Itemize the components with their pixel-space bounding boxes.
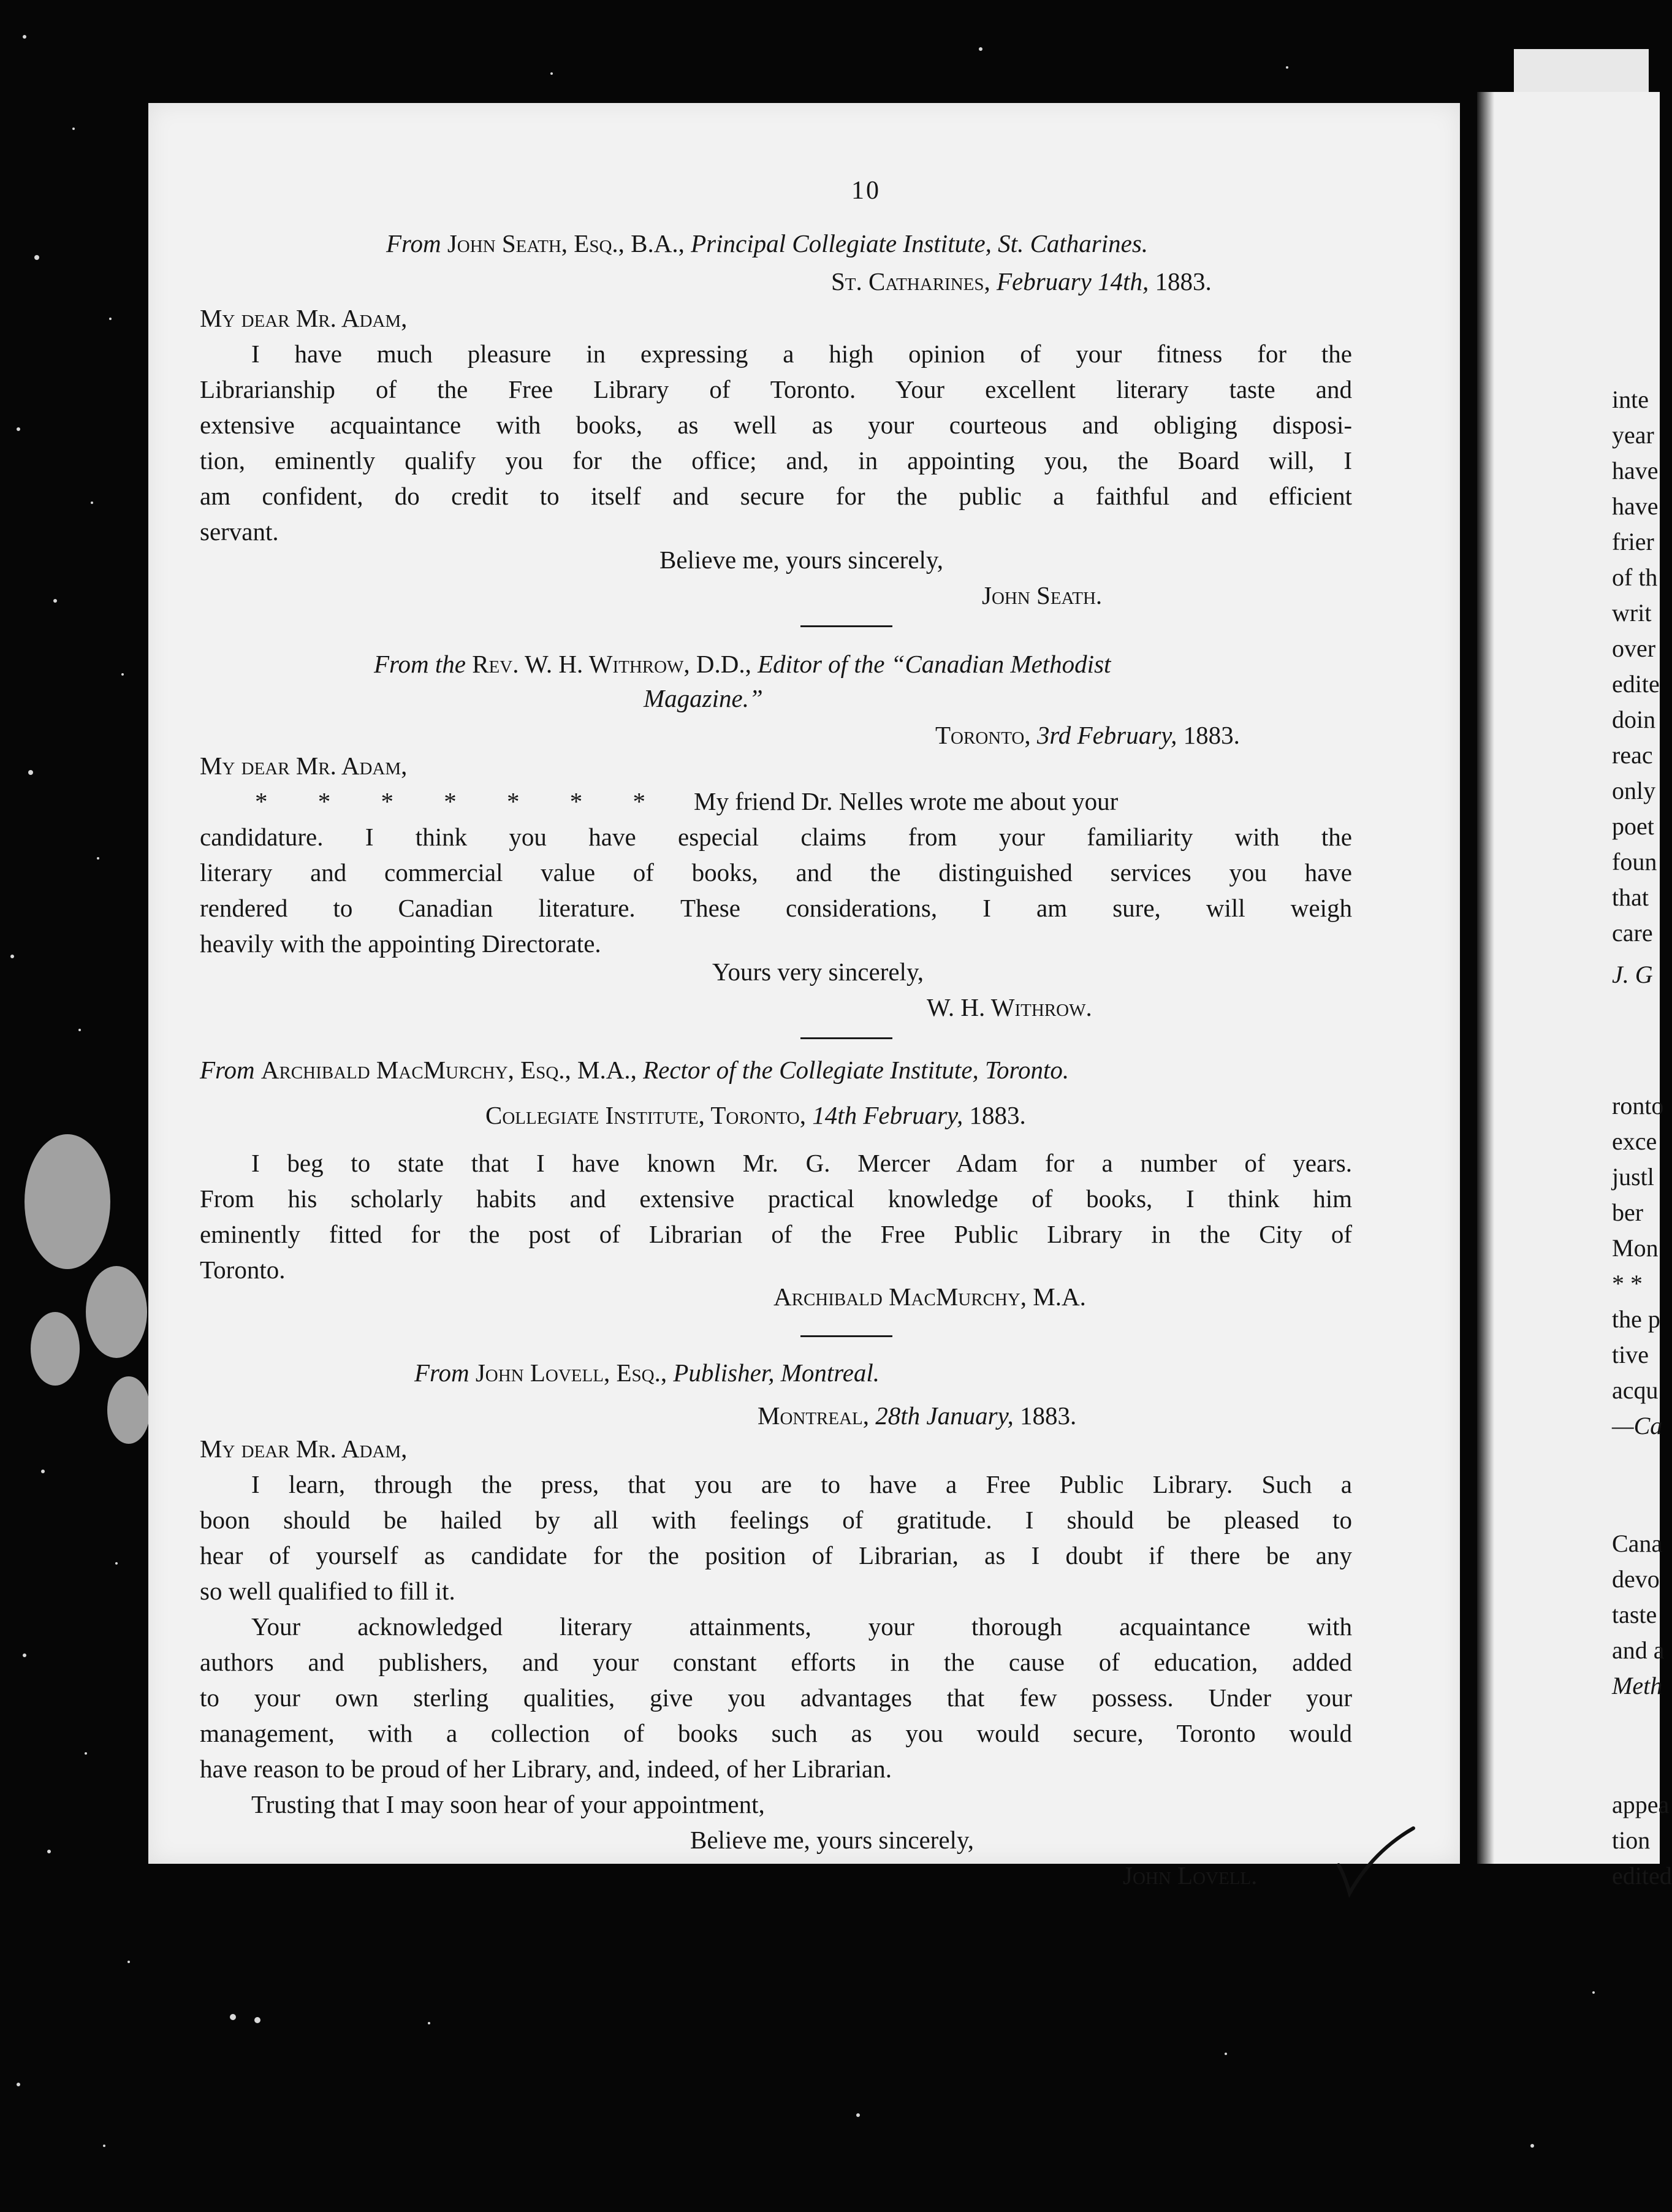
letter4-heading: From John Lovell, Esq., Publisher, Montreal. <box>414 1359 880 1387</box>
fragment: justl <box>1612 1163 1654 1191</box>
letter4-body-line: Your acknowledged literary attainments, your thorough acquaintance with <box>251 1612 1352 1641</box>
letter1-body-line: Librarianship of the Free Library of Toronto. Your excellent literary taste and <box>200 375 1352 403</box>
letter2-signature: W. H. Withrow. <box>927 993 1092 1021</box>
fragment: devo <box>1612 1565 1660 1593</box>
letter2-body-line: heavily with the appointing Directorate. <box>200 929 601 958</box>
section-rule <box>800 1335 892 1337</box>
fragment: have <box>1612 492 1659 520</box>
page-number: 10 <box>851 177 881 205</box>
fragment: tive <box>1612 1341 1649 1368</box>
section-rule <box>800 625 892 627</box>
letter3-body-line: From his scholarly habits and extensive practical knowledge of books, I think him <box>200 1184 1352 1213</box>
fragment: only <box>1612 777 1656 804</box>
letter1-body-line: am confident, do credit to itself and secure for the public a faithful and efficient <box>200 482 1352 510</box>
letter1-body-line: I have much pleasure in expressing a high opinion of your fitness for the <box>251 340 1352 368</box>
letter2-body-line: My friend Dr. Nelles wrote me about your <box>694 787 1119 815</box>
letter4-body-line: to your own sterling qualities, give you advantages that few possess. Under your <box>200 1684 1352 1712</box>
fragment: that <box>1612 883 1649 911</box>
ellipsis-asterisks: * * * * * * * <box>255 787 667 815</box>
letter3-signature: Archibald MacMurchy, M.A. <box>773 1283 1086 1311</box>
letter1-closing: Believe me, yours sincerely, <box>659 546 943 574</box>
letter4-closing: Believe me, yours sincerely, <box>690 1826 974 1854</box>
letter2-body-line: literary and commercial value of books, and the distinguished services you have <box>200 858 1352 887</box>
letter4-body-line: boon should be hailed by all with feelings of gratitude. I should be pleased to <box>200 1506 1352 1534</box>
letter2-heading-cont: Magazine.” <box>644 684 763 712</box>
fragment: Mon <box>1612 1234 1659 1262</box>
fragment: doin <box>1612 706 1656 733</box>
fragment: J. G <box>1612 961 1653 988</box>
fragment: ronto <box>1612 1092 1664 1119</box>
letter2-dateline: Toronto, 3rd February, 1883. <box>935 721 1240 749</box>
letter1-dateline: St. Catharines, February 14th, 1883. <box>831 267 1212 296</box>
letter2-body-line: candidature. I think you have especial claims from your familiarity with the <box>200 823 1352 851</box>
letter4-body-line: hear of yourself as candidate for the position of Librarian, as I doubt if there be any <box>200 1541 1352 1569</box>
fragment: inte <box>1612 386 1649 413</box>
fragment: taste <box>1612 1601 1657 1628</box>
letter3-body-line: Toronto. <box>200 1256 286 1284</box>
letter2-salutation: My dear Mr. Adam, <box>200 752 408 780</box>
letter2-body-line: rendered to Canadian literature. These considerations, I am sure, will weigh <box>200 894 1352 922</box>
section-rule <box>800 1037 892 1039</box>
letter1-signature: John Seath. <box>982 581 1103 609</box>
fragment: the p <box>1612 1305 1660 1333</box>
fragment: edite <box>1612 670 1660 698</box>
letter4-body-line: management, with a collection of books such as you would secure, Toronto would <box>200 1719 1352 1747</box>
letter3-body-line: eminently fitted for the post of Librarian of the Free Public Library in the City of <box>200 1220 1352 1248</box>
fragment: —Ca <box>1612 1412 1663 1440</box>
letter4-dateline: Montreal, 28th January, 1883. <box>758 1402 1077 1430</box>
fragment: poet <box>1612 812 1654 840</box>
fragment: acqu <box>1612 1376 1659 1404</box>
letter1-body-line: tion, eminently qualify you for the office; and, in appointing you, the Board will, I <box>200 446 1352 475</box>
fragment: appea <box>1612 1791 1670 1818</box>
fragment: have <box>1612 457 1659 484</box>
fragment: foun <box>1612 848 1657 875</box>
fragment: reac <box>1612 741 1653 769</box>
letter3-heading: From Archibald MacMurchy, Esq., M.A., Rector of the Collegiate Institute, Toronto. <box>200 1056 1070 1084</box>
letter4-signature: John Lovell. <box>1123 1861 1258 1890</box>
letter1-body-line: extensive acquaintance with books, as well as your courteous and obliging disposi- <box>200 411 1352 439</box>
letter4-body-line: have reason to be proud of her Library, and, indeed, of her Librarian. <box>200 1755 892 1783</box>
fragment: and a <box>1612 1636 1665 1664</box>
fragment: edited <box>1612 1862 1672 1890</box>
fragment: exce <box>1612 1127 1657 1155</box>
fragment: Cana <box>1612 1530 1663 1557</box>
letter3-body-line: I beg to state that I have known Mr. G. Mercer Adam for a number of years. <box>251 1149 1352 1177</box>
letter3-dateline: Collegiate Institute, Toronto, 14th February, 1883. <box>485 1101 1026 1129</box>
letter2-closing: Yours very sincerely, <box>712 958 924 986</box>
letter4-body-line: Trusting that I may soon hear of your appointment, <box>251 1790 765 1818</box>
fragment: year <box>1612 421 1654 449</box>
fragment: ber <box>1612 1199 1644 1226</box>
fragment: Meth <box>1612 1672 1663 1699</box>
fragment: * * <box>1612 1270 1643 1297</box>
letter1-salutation: My dear Mr. Adam, <box>200 304 408 332</box>
fragment: over <box>1612 635 1656 662</box>
checkmark-annotation <box>1336 1827 1416 1901</box>
letter4-body-line: so well qualified to fill it. <box>200 1577 455 1605</box>
fragment: writ <box>1612 599 1652 627</box>
letter2-heading: From the Rev. W. H. Withrow, D.D., Editor of the “Canadian Methodist <box>374 650 1111 678</box>
fragment: frier <box>1612 528 1654 555</box>
letter4-body-line: authors and publishers, and your constant efforts in the cause of education, added <box>200 1648 1352 1676</box>
letter1-body-line: servant. <box>200 517 279 546</box>
fragment: care <box>1612 919 1653 947</box>
fragment: tion <box>1612 1826 1651 1854</box>
letter1-heading: From John Seath, Esq., B.A., Principal Collegiate Institute, St. Catharines. <box>386 229 1149 257</box>
letter4-salutation: My dear Mr. Adam, <box>200 1435 408 1463</box>
fragment: of th <box>1612 563 1658 591</box>
letter4-body-line: I learn, through the press, that you are to have a Free Public Library. Such a <box>251 1470 1352 1498</box>
